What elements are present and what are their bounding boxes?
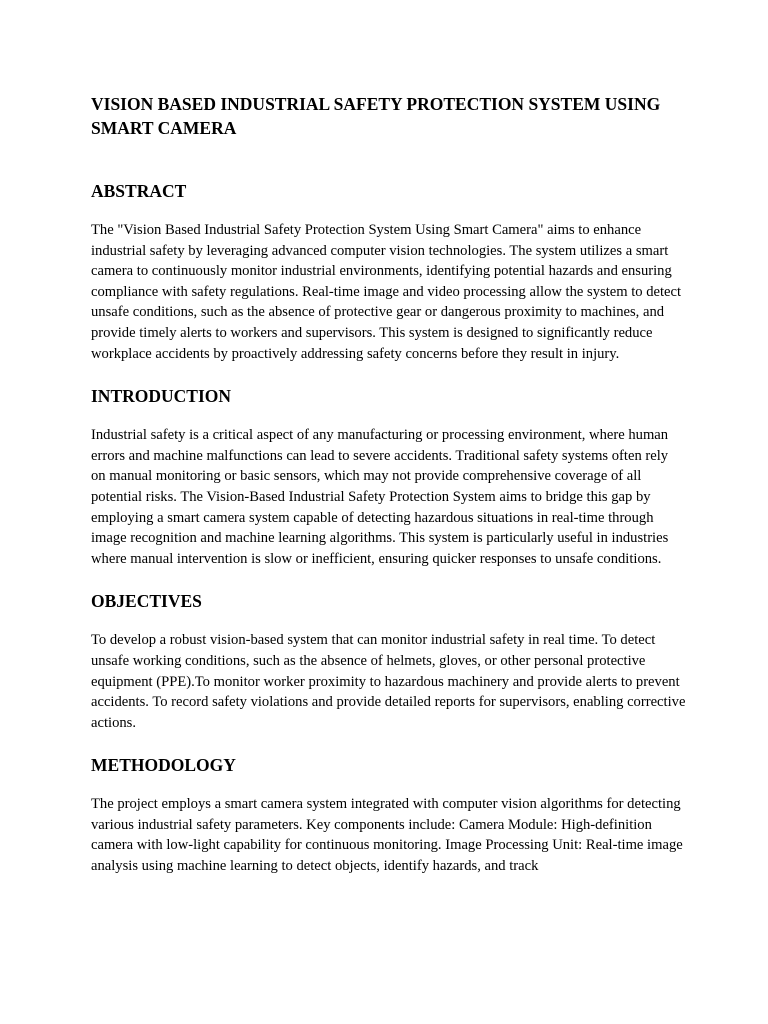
section-methodology xyxy=(91,753,686,876)
section-heading-abstract: ABSTRACT xyxy=(91,181,187,201)
section-heading-introduction: INTRODUCTION xyxy=(91,386,232,407)
section-heading-objectives: OBJECTIVES xyxy=(91,591,202,612)
section-introduction xyxy=(91,384,686,569)
section-objectives xyxy=(91,589,686,733)
document-title: VISION BASED INDUSTRIAL SAFETY PROTECTION SYSTEM USING SMART CAMERA xyxy=(91,94,661,138)
document-page xyxy=(91,92,686,897)
section-body-introduction: Industrial safety is a critical aspect of any manufacturing or processing environment, where human errors and machine malfunctions can lead to severe accidents. Traditional safety systems often rely on manual monitoring or basic sensors, which may not provide comprehensive coverage of all potential risks. The Vision-Based Industrial Safety Protection System aims to bridge this gap by employing a smart camera system capable of detecting hazardous situations in real-time through image recognition and machine learning algorithms. This system is particularly useful in industries where manual intervention is slow or inefficient, ensuring quicker responses to unsafe conditions. xyxy=(91,427,669,567)
section-abstract xyxy=(91,179,686,364)
section-body-objectives: To develop a robust vision-based system that can monitor industrial safety in real time. To detect unsafe working conditions, such as the absence of helmets, gloves, or other personal protective equipment (PPE).To monitor worker proximity to hazardous machinery and provide alerts to prevent accidents. To record safety violations and provide detailed reports for supervisors, enabling corrective actions. xyxy=(91,632,686,731)
section-body-methodology: The project employs a smart camera system integrated with computer vision algorithms for detecting various industrial safety parameters. Key components include: Camera Module: High-definition camera with low-light capability for continuous monitoring. Image Processing Unit: Real-time image analysis using machine learning to detect objects, identify hazards, and track xyxy=(91,796,683,875)
section-heading-methodology: METHODOLOGY xyxy=(91,755,236,776)
section-body-abstract: The "Vision Based Industrial Safety Protection System Using Smart Camera" aims to enhance industrial safety by leveraging advanced computer vision technologies. The system utilizes a smart camera to continuously monitor industrial environments, identifying potential hazards and ensuring compliance with safety regulations. Real-time image and video processing allow the system to detect unsafe conditions, such as the absence of protective gear or dangerous proximity to machines, and provide timely alerts to workers and supervisors. This system is designed to significantly reduce workplace accidents by proactively addressing safety concerns before they result in injury. xyxy=(91,222,682,362)
